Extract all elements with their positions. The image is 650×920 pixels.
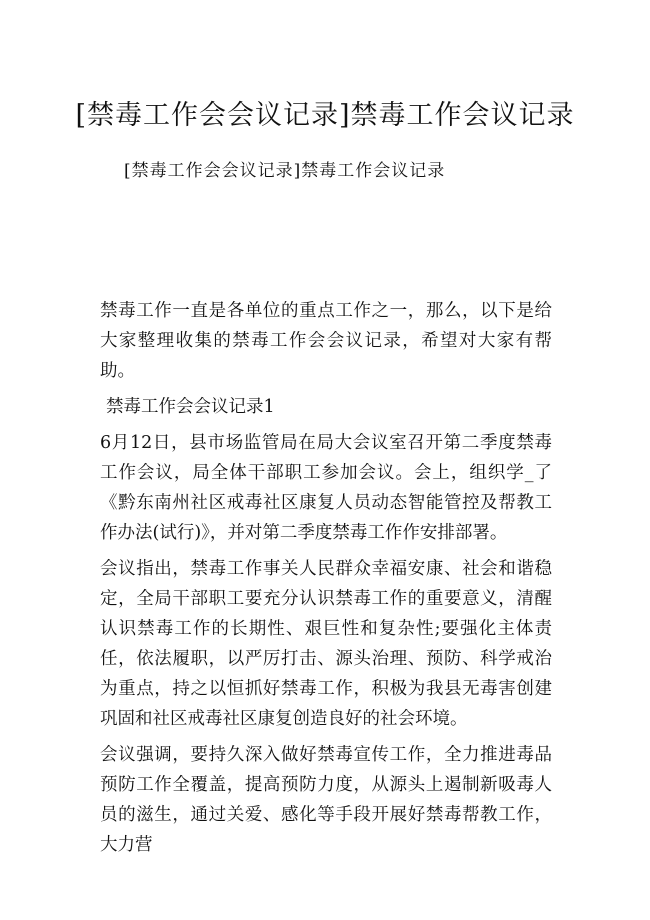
document-subtitle: [禁毒工作会会议记录]禁毒工作会议记录	[124, 161, 446, 181]
document-title: [禁毒工作会会议记录]禁毒工作会议记录	[75, 100, 575, 131]
body-paragraph: 6月12日，县市场监管局在局大会议室召开第二季度禁毒工作会议，局全体干部职工参加会议。会上，组织学_了《黔东南州社区戒毒社区康复人员动态智能管控及帮教工作办法(试行)》，并对第二季度禁毒工作作安排部署。	[100, 433, 552, 543]
body-paragraph: 会议指出，禁毒工作事关人民群众幸福安康、社会和谐稳定，全局干部职工要充分认识禁毒工作的重要意义，清醒认识禁毒工作的长期性、艰巨性和复杂性;要强化主体责任，依法履职，以严厉打击、源头治理、预防、科学戒治为重点，持之以恒抓好禁毒工作，积极为我县无毒害创建巩固和社区戒毒社区康复创造良好的社会环境。	[100, 559, 552, 729]
body-paragraph: 会议强调，要持久深入做好禁毒宣传工作，全力推进毒品预防工作全覆盖，提高预防力度，从源头上遏制新吸毒人员的滋生，通过关爱、感化等手段开展好禁毒帮教工作，大力营	[100, 745, 552, 855]
intro-paragraph: 禁毒工作一直是各单位的重点工作之一，那么，以下是给大家整理收集的禁毒工作会会议记录，希望对大家有帮助。	[100, 301, 552, 381]
document-body	[100, 296, 552, 866]
section-heading: 禁毒工作会会议记录1	[106, 397, 275, 417]
